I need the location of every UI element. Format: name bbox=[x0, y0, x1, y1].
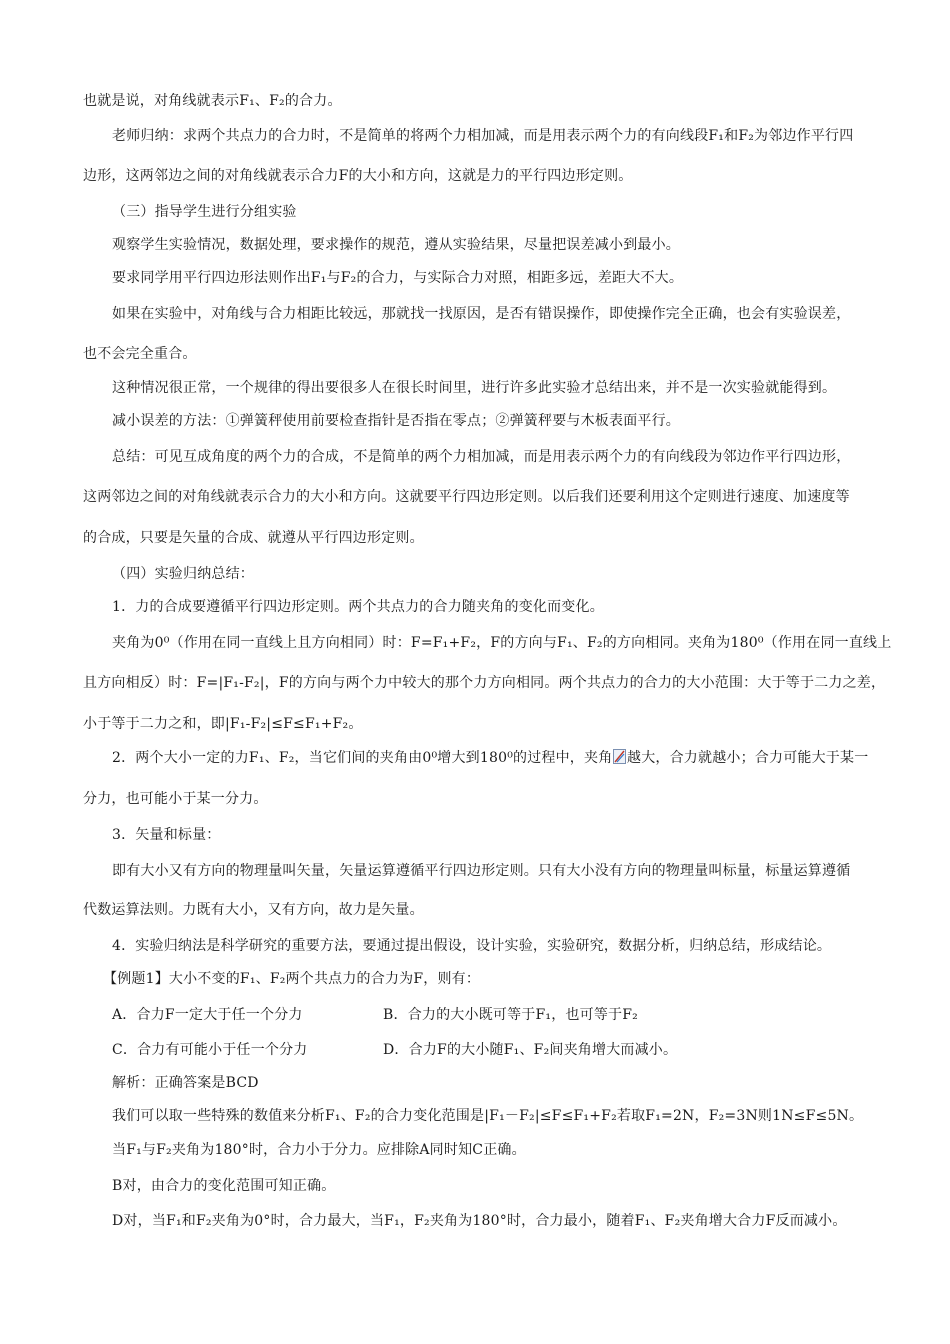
paragraph-line: 如果在实验中，对角线与合力相距比较远，那就找一找原因，是否有错误操作，即使操作完全正确，也会有实验误差， bbox=[112, 306, 851, 322]
section-heading: （三）指导学生进行分组实验 bbox=[112, 204, 297, 220]
paragraph-line: 当F₁与F₂夹角为180°时，合力小于分力。应排除A同时知C正确。 bbox=[112, 1142, 526, 1158]
paragraph-line: 2．两个大小一定的力F₁、F₂，当它们间的夹角由0⁰增大到180⁰的过程中，夹角 bbox=[112, 750, 613, 766]
inline-image-placeholder bbox=[613, 749, 626, 764]
paragraph-line: 也不会完全重合。 bbox=[83, 346, 197, 362]
paragraph-line: 解析：正确答案是BCD bbox=[112, 1075, 259, 1091]
paragraph-line: 的合成，只要是矢量的合成、就遵从平行四边形定则。 bbox=[83, 530, 424, 546]
paragraph-line: 也就是说，对角线就表示F₁、F₂的合力。 bbox=[83, 93, 342, 109]
paragraph-line: 1．力的合成要遵循平行四边形定则。两个共点力的合力随夹角的变化而变化。 bbox=[112, 599, 604, 615]
paragraph-line: 代数运算法则。力既有大小，又有方向，故力是矢量。 bbox=[83, 902, 424, 918]
section-heading: （四）实验归纳总结： bbox=[112, 566, 254, 582]
option-a: A．合力F一定大于任一个分力 bbox=[112, 1007, 303, 1023]
paragraph-line: 减小误差的方法：①弹簧秤使用前要检查指针是否指在零点；②弹簧秤要与木板表面平行。 bbox=[112, 413, 680, 429]
paragraph-line: 越大，合力就越小；合力可能大于某一 bbox=[627, 750, 869, 766]
paragraph-line: 观察学生实验情况，数据处理，要求操作的规范，遵从实验结果，尽量把误差减小到最小。 bbox=[112, 237, 680, 253]
paragraph-line: 分力，也可能小于某一分力。 bbox=[83, 791, 268, 807]
paragraph-line: 且方向相反）时：F=|F₁-F₂|，F的方向与两个力中较大的那个力方向相同。两个共点力的合力的大小范围：大于等于二力之差， bbox=[83, 675, 886, 691]
paragraph-line: 即有大小又有方向的物理量叫矢量，矢量运算遵循平行四边形定则。只有大小没有方向的物理量叫标量，标量运算遵循 bbox=[112, 863, 851, 879]
paragraph-line: 这两邻边之间的对角线就表示合力的大小和方向。这就要平行四边形定则。以后我们还要利用这个定则进行速度、加速度等 bbox=[83, 489, 850, 505]
paragraph-line: 边形，这两邻边之间的对角线就表示合力F的大小和方向，这就是力的平行四边形定则。 bbox=[83, 168, 633, 184]
paragraph-line: B对，由合力的变化范围可知正确。 bbox=[112, 1178, 336, 1194]
paragraph-line: 这种情况很正常，一个规律的得出要很多人在很长时间里，进行许多此实验才总结出来，并不是一次实验就能得到。 bbox=[112, 380, 837, 396]
option-d: D．合力F的大小随F₁、F₂间夹角增大而减小。 bbox=[383, 1042, 678, 1058]
paragraph-line: 要求同学用平行四边形法则作出F₁与F₂的合力，与实际合力对照，相距多远，差距大不大。 bbox=[112, 270, 684, 286]
paragraph-line: 4．实验归纳法是科学研究的重要方法，要通过提出假设，设计实验，实验研究，数据分析，归纳总结，形成结论。 bbox=[112, 938, 832, 954]
paragraph-line: D对，当F₁和F₂夹角为0°时，合力最大，当F₁，F₂夹角为180°时，合力最小，随着F₁、F₂夹角增大合力F反而减小。 bbox=[112, 1213, 847, 1229]
paragraph-line: 3．矢量和标量： bbox=[112, 827, 221, 843]
option-c: C．合力有可能小于任一个分力 bbox=[112, 1042, 308, 1058]
example-title: 【例题1】大小不变的F₁、F₂两个共点力的合力为F，则有： bbox=[103, 971, 481, 987]
paragraph-line: 夹角为0⁰（作用在同一直线上且方向相同）时：F=F₁+F₂，F的方向与F₁、F₂的方向相同。夹角为180⁰（作用在同一直线上 bbox=[112, 635, 892, 651]
option-b: B．合力的大小既可等于F₁，也可等于F₂ bbox=[383, 1007, 638, 1023]
paragraph-line: 小于等于二力之和，即|F₁-F₂|≤F≤F₁+F₂。 bbox=[83, 716, 363, 732]
paragraph-line: 我们可以取一些特殊的数值来分析F₁、F₂的合力变化范围是|F₁－F₂|≤F≤F₁+F₂若取F₁=2N，F₂=3N则1N≤F≤5N。 bbox=[112, 1108, 864, 1124]
paragraph-line: 总结：可见互成角度的两个力的合成，不是简单的两个力相加减，而是用表示两个力的有向线段为邻边作平行四边形， bbox=[112, 449, 851, 465]
paragraph-line: 老师归纳：求两个共点力的合力时，不是简单的将两个力相加减，而是用表示两个力的有向线段F₁和F₂为邻边作平行四 bbox=[112, 128, 854, 144]
